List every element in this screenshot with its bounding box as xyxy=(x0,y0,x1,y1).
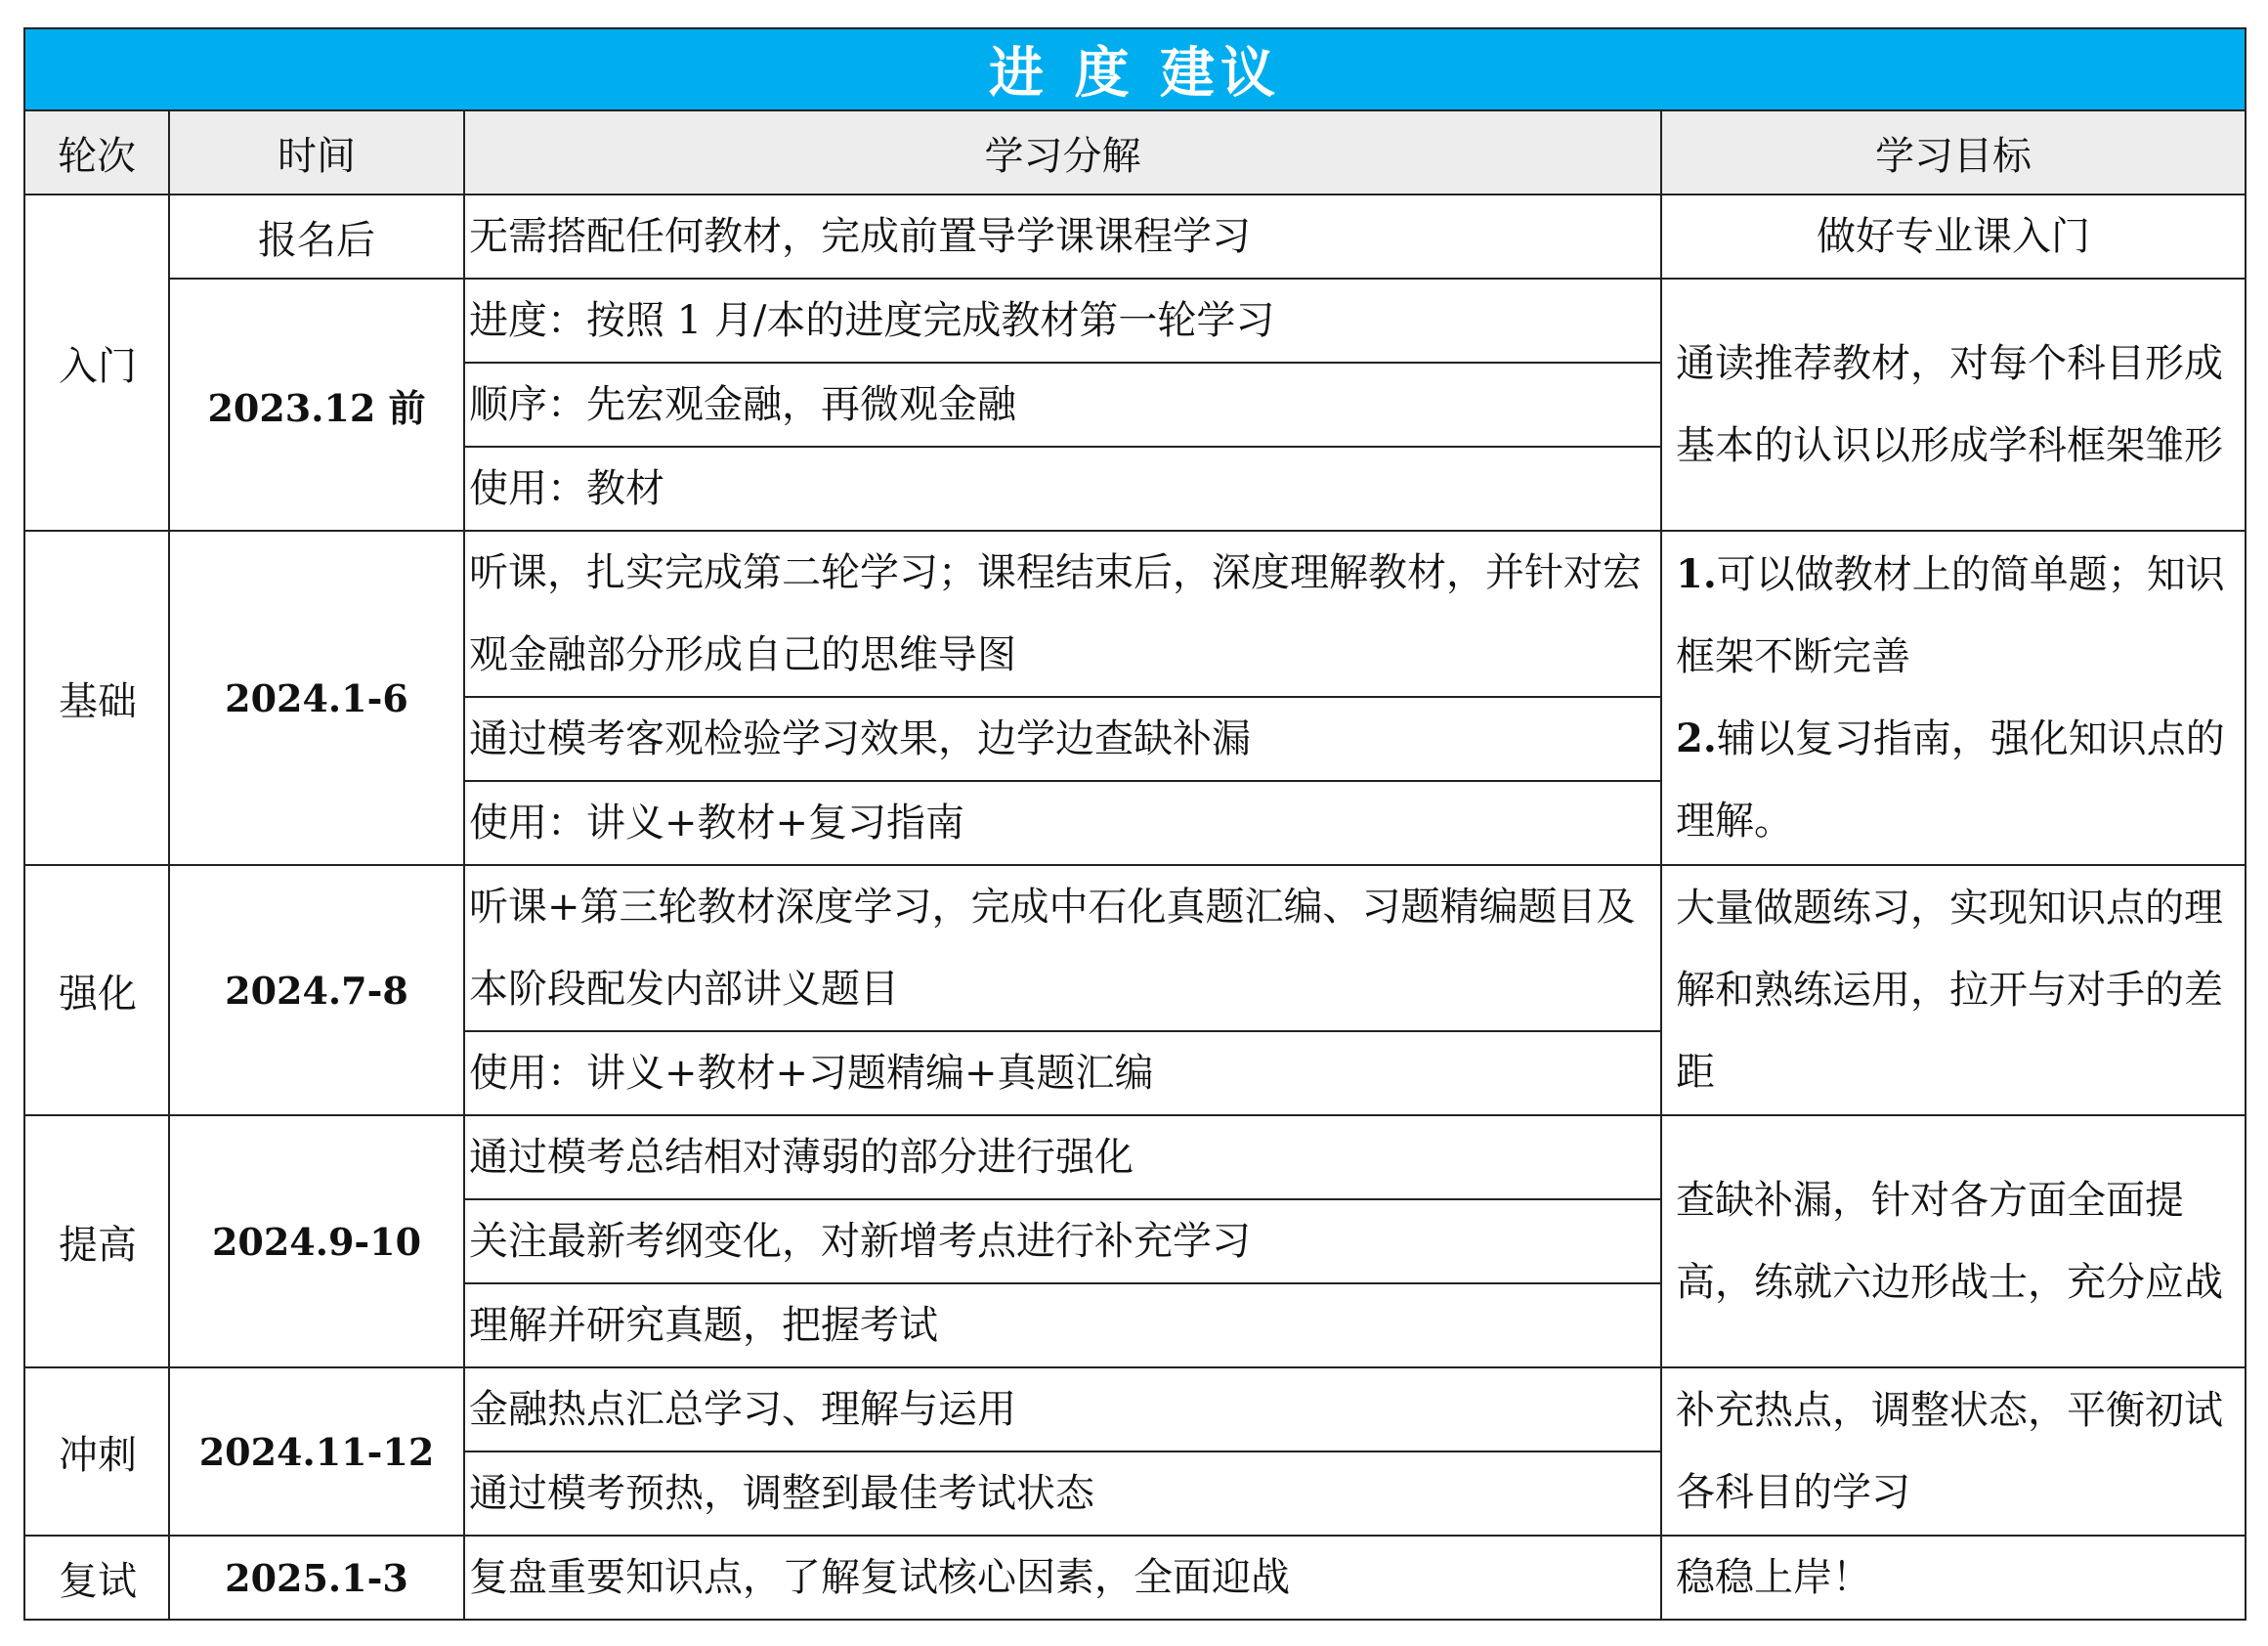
step-retest: 复盘重要知识点，了解复试核心因素，全面迎战 xyxy=(464,1536,1661,1620)
step-strengthen-2: 使用：讲义+教材+习题精编+真题汇编 xyxy=(464,1031,1661,1115)
goal-intro-b: 通读推荐教材，对每个科目形成基本的认识以形成学科框架雏形 xyxy=(1661,279,2246,531)
goal-sprint: 补充热点，调整状态，平衡初试各科目的学习 xyxy=(1661,1367,2246,1536)
time-strengthen: 2024.7-8 xyxy=(169,865,464,1115)
time-sprint: 2024.11-12 xyxy=(169,1367,464,1536)
table-row xyxy=(24,1367,2246,1451)
table-row xyxy=(24,1536,2246,1620)
round-strengthen: 强化 xyxy=(24,865,169,1115)
step-intro-b-1: 进度：按照 1 月/本的进度完成教材第一轮学习 xyxy=(464,279,1661,363)
step-intro-b-3: 使用：教材 xyxy=(464,447,1661,531)
round-retest: 复试 xyxy=(24,1536,169,1620)
table-row xyxy=(24,531,2246,697)
table-row xyxy=(24,279,2246,363)
table-title: 进 度 建议 xyxy=(24,28,2246,110)
goal-retest: 稳稳上岸！ xyxy=(1661,1536,2246,1620)
step-intro-b-2: 顺序：先宏观金融，再微观金融 xyxy=(464,363,1661,447)
time-basic: 2024.1-6 xyxy=(169,531,464,865)
table-row xyxy=(24,195,2246,279)
schedule-table xyxy=(23,27,2247,1621)
goal-intro-a: 做好专业课入门 xyxy=(1661,195,2246,279)
table-row xyxy=(24,1115,2246,1199)
header-row xyxy=(24,110,2246,195)
time-intro-b: 2023.12 前 xyxy=(169,279,464,531)
goal-strengthen: 大量做题练习，实现知识点的理解和熟练运用，拉开与对手的差距 xyxy=(1661,865,2246,1115)
step-improve-3: 理解并研究真题，把握考试 xyxy=(464,1283,1661,1367)
goal-basic-num-2: 2. xyxy=(1676,715,1717,761)
time-improve: 2024.9-10 xyxy=(169,1115,464,1367)
step-basic-1: 听课，扎实完成第二轮学习；课程结束后，深度理解教材，并针对宏观金融部分形成自己的思维导图 xyxy=(464,531,1661,697)
goal-basic xyxy=(1661,531,2246,865)
step-basic-2: 通过模考客观检验学习效果，边学边查缺补漏 xyxy=(464,697,1661,781)
schedule-table-wrapper xyxy=(23,27,2245,1621)
header-steps: 学习分解 xyxy=(464,110,1661,195)
step-sprint-1: 金融热点汇总学习、理解与运用 xyxy=(464,1367,1661,1451)
title-row xyxy=(24,28,2246,110)
time-intro-a: 报名后 xyxy=(169,195,464,279)
table-row xyxy=(24,865,2246,1031)
header-round: 轮次 xyxy=(24,110,169,195)
step-strengthen-1: 听课+第三轮教材深度学习，完成中石化真题汇编、习题精编题目及本阶段配发内部讲义题目 xyxy=(464,865,1661,1031)
round-sprint: 冲刺 xyxy=(24,1367,169,1536)
goal-improve: 查缺补漏，针对各方面全面提高，练就六边形战士，充分应战 xyxy=(1661,1115,2246,1367)
step-basic-3: 使用：讲义+教材+复习指南 xyxy=(464,781,1661,865)
header-goal: 学习目标 xyxy=(1661,110,2246,195)
goal-basic-item-2: 辅以复习指南，强化知识点的理解。 xyxy=(1676,716,2225,844)
goal-basic-item-1: 可以做教材上的简单题；知识框架不断完善 xyxy=(1676,552,2225,679)
step-sprint-2: 通过模考预热，调整到最佳考试状态 xyxy=(464,1451,1661,1536)
header-time: 时间 xyxy=(169,110,464,195)
goal-basic-num-1: 1. xyxy=(1676,551,1717,597)
round-basic: 基础 xyxy=(24,531,169,865)
round-intro: 入门 xyxy=(24,195,169,531)
time-retest: 2025.1-3 xyxy=(169,1536,464,1620)
round-improve: 提高 xyxy=(24,1115,169,1367)
step-improve-2: 关注最新考纲变化，对新增考点进行补充学习 xyxy=(464,1199,1661,1283)
step-improve-1: 通过模考总结相对薄弱的部分进行强化 xyxy=(464,1115,1661,1199)
step-intro-a: 无需搭配任何教材，完成前置导学课课程学习 xyxy=(464,195,1661,279)
